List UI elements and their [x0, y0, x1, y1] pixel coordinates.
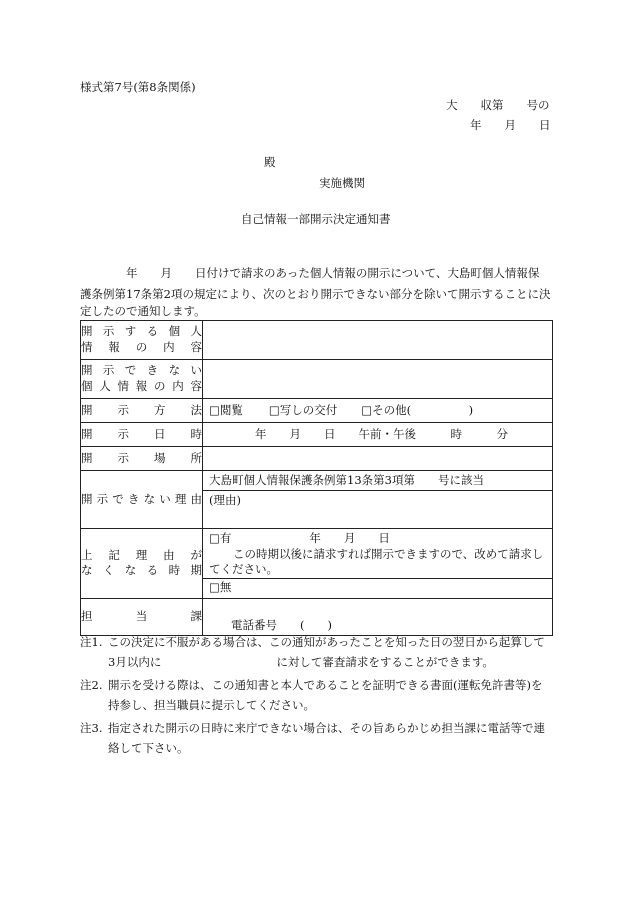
- table-row: [81, 447, 553, 471]
- body-text-line-3: 定したので通知します。: [80, 304, 206, 318]
- note-item: 注2. 開示を受ける際は、この通知書と本人であることを証明できる書面(運転免許書等)を 持参し、担当職員に提示してください。: [80, 678, 543, 712]
- label-line: 開 示 す る 個 人: [81, 324, 202, 339]
- table-row: [81, 471, 553, 491]
- value-expiry-yes: [203, 529, 553, 579]
- label-line: 個 人 情 報 の 内 容: [81, 379, 202, 393]
- option-copy[interactable]: □写しの交付: [268, 402, 338, 417]
- table-row: [81, 598, 553, 635]
- value-disclosure-method: [203, 399, 553, 423]
- disclosure-form-table: [80, 320, 553, 636]
- value-disclosure-datetime[interactable]: 年 月 日 午前・午後 時 分: [203, 423, 553, 447]
- document-title: 自己情報一部開示決定通知書: [241, 212, 391, 226]
- table-row: [81, 423, 553, 447]
- option-inspection[interactable]: □閲覧: [209, 402, 243, 417]
- table-row: [81, 360, 553, 399]
- form-number-label: 様式第7号(第8条関係): [80, 80, 196, 94]
- label-disclosure-datetime: 開 示 日 時: [81, 423, 203, 447]
- value-responsible-section[interactable]: [203, 598, 553, 635]
- label-undisclosed-reason: 開 示 で き な い 理 由: [81, 471, 203, 529]
- label-responsible-section: 担 当 課: [81, 598, 203, 635]
- note-item: 注3. 指定された開示の日時に来庁できない場合は、その旨あらかじめ担当課に電話等で連 絡して下さい。: [80, 721, 545, 755]
- notes-section: [80, 632, 560, 761]
- expiry-note-line-2: てください。: [209, 562, 278, 577]
- label-disclosure-method: 開 示 方 法: [81, 399, 203, 423]
- label-undisclosed-info: [81, 360, 203, 399]
- value-disclosed-info[interactable]: [203, 321, 553, 360]
- addressee-suffix: 殿: [264, 155, 276, 169]
- reference-number: 大 収第 号の: [446, 98, 550, 112]
- option-yes[interactable]: □有: [209, 531, 232, 545]
- label-disclosure-place: 開 示 場 所: [81, 447, 203, 471]
- table-row: [81, 399, 553, 423]
- label-line: 情 報 の 内 容: [81, 340, 202, 354]
- table-row: [81, 529, 553, 579]
- option-other[interactable]: □その他( ): [361, 402, 474, 417]
- body-text-line-2: 護条例第17条第2項の規定により、次のとおり開示できない部分を除いて開示することに決: [80, 287, 551, 301]
- value-reason[interactable]: (理由): [203, 491, 553, 529]
- label-line: 開 示 で き な い: [81, 363, 202, 378]
- value-expiry-no: [203, 578, 553, 598]
- phone-number-label: 電話番号 ( ): [231, 618, 332, 633]
- table-row: [81, 321, 553, 360]
- note-item: 注1. この決定に不服がある場合は、この通知があったことを知った日の翌日から起算して 3月以内に に対して審査請求をすることができます。: [80, 635, 545, 669]
- expiry-note-line-1: この時期以後に請求すれば開示できますので、改めて請求し: [233, 546, 544, 561]
- label-reason-expiry: 上 記 理 由 が な く な る 時 期: [81, 529, 203, 599]
- label-disclosed-info: [81, 321, 203, 360]
- expiry-date: 年 月 日: [309, 531, 390, 545]
- issue-date: 年 月 日: [470, 118, 551, 132]
- body-text-line-1: 年 月 日付けで請求のあった個人情報の開示について、大島町個人情報保: [126, 266, 540, 280]
- value-ordinance-clause: 大島町個人情報保護条例第13条第3項第 号に該当: [203, 471, 553, 491]
- value-disclosure-place[interactable]: [203, 447, 553, 471]
- option-no[interactable]: □無: [209, 580, 232, 595]
- issuer-label: 実施機関: [319, 176, 365, 190]
- value-undisclosed-info[interactable]: [203, 360, 553, 399]
